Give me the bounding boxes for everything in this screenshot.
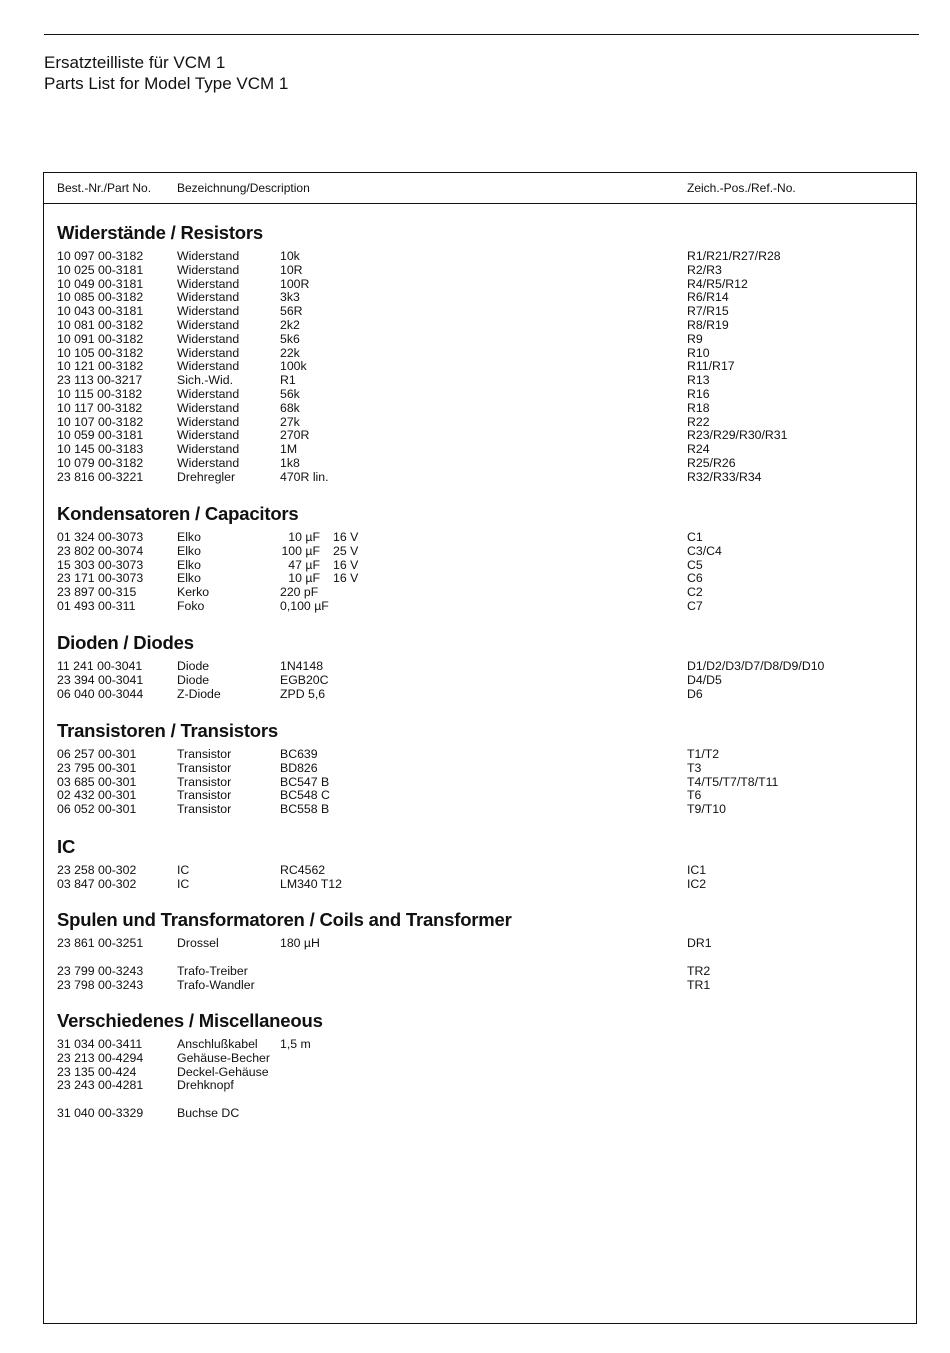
header-reference: Zeich.-Pos./Ref.-No. <box>687 181 796 195</box>
reference: D1/D2/D3/D7/D8/D9/D10 <box>687 659 825 673</box>
part-number: 01 324 00-3073 <box>57 530 144 544</box>
value: 22k <box>280 345 300 360</box>
part-number: 23 135 00-424 <box>57 1064 137 1079</box>
part-number: 23 394 00-3041 <box>57 672 144 687</box>
reference: R1/R21/R27/R28 <box>687 249 781 263</box>
table-row <box>44 585 916 599</box>
reference: R7/R15 <box>687 304 729 319</box>
description: Diode <box>177 672 210 687</box>
description: Widerstand <box>177 345 240 360</box>
value: 56R <box>280 304 303 319</box>
top-rule <box>44 34 919 35</box>
table-row <box>44 332 916 346</box>
value: ZPD 5,6 <box>280 686 326 701</box>
table-header <box>44 173 916 204</box>
table-row <box>44 1037 916 1051</box>
reference: DR1 <box>687 936 712 950</box>
part-number: 23 213 00-4294 <box>57 1050 144 1065</box>
value: 100k <box>280 359 307 374</box>
description: IC <box>177 876 190 891</box>
description: Trafo-Wandler <box>177 977 255 992</box>
part-number: 10 091 00-3182 <box>57 331 144 346</box>
part-number: 02 432 00-301 <box>57 788 137 803</box>
part-number: 10 085 00-3182 <box>57 290 144 305</box>
reference: R2/R3 <box>687 262 722 277</box>
table-row <box>44 775 916 789</box>
table-row <box>44 673 916 687</box>
value: 470R lin. <box>280 469 329 484</box>
value: 27k <box>280 414 300 429</box>
description: Drehregler <box>177 469 236 484</box>
table-row <box>44 1051 916 1065</box>
description: Transistor <box>177 788 232 803</box>
reference: C7 <box>687 599 703 613</box>
value: 1,5 m <box>280 1037 311 1051</box>
description: Widerstand <box>177 290 240 305</box>
description: Anschlußkabel <box>177 1037 258 1051</box>
voltage: 16 V <box>333 557 359 572</box>
description: Widerstand <box>177 262 240 277</box>
value: 270R <box>280 428 310 443</box>
table-row <box>44 290 916 304</box>
table-row <box>44 304 916 318</box>
description: IC <box>177 863 190 877</box>
description: Widerstand <box>177 400 240 415</box>
description: Widerstand <box>177 456 240 470</box>
table-row <box>44 936 916 950</box>
description: Transistor <box>177 760 232 775</box>
reference: C3/C4 <box>687 543 722 558</box>
table-row <box>44 318 916 332</box>
value: 180 µH <box>280 936 320 950</box>
part-number: 01 493 00-311 <box>57 599 136 613</box>
reference: C1 <box>687 530 703 544</box>
reference: R8/R19 <box>687 318 729 332</box>
part-number: 31 034 00-3411 <box>57 1037 143 1051</box>
voltage: 16 V <box>333 571 359 586</box>
reference: T3 <box>687 760 702 775</box>
reference: D4/D5 <box>687 672 722 687</box>
table-row <box>44 1106 916 1120</box>
description: Elko <box>177 530 201 544</box>
description: Widerstand <box>177 331 240 346</box>
reference: R4/R5/R12 <box>687 276 748 291</box>
section-title: Spulen und Transformatoren / Coils and Transformer <box>57 909 512 930</box>
voltage: 25 V <box>333 543 359 558</box>
value: BC547 B <box>280 774 330 789</box>
part-number: 10 049 00-3181 <box>57 276 144 291</box>
reference: C6 <box>687 571 703 586</box>
value: 47 µF <box>288 557 320 572</box>
part-number: 23 113 00-3217 <box>57 373 143 388</box>
part-number: 23 816 00-3221 <box>57 469 144 484</box>
value: 220 pF <box>280 585 319 600</box>
section-title: Widerstände / Resistors <box>57 222 263 243</box>
part-number: 31 040 00-3329 <box>57 1106 144 1121</box>
section-title: IC <box>57 836 76 857</box>
value: BC558 B <box>280 802 330 817</box>
reference: C5 <box>687 557 703 572</box>
description: Z-Diode <box>177 686 221 701</box>
table-row <box>44 442 916 456</box>
description: Widerstand <box>177 318 240 332</box>
part-number: 23 258 00-302 <box>57 863 137 877</box>
reference: TR2 <box>687 963 711 978</box>
description: Gehäuse-Becher <box>177 1050 270 1065</box>
reference: R24 <box>687 442 710 457</box>
description: Elko <box>177 543 201 558</box>
value: 0,100 µF <box>280 599 329 613</box>
voltage: 16 V <box>333 530 359 544</box>
value: R1 <box>280 373 296 388</box>
table-row <box>44 978 916 992</box>
value: 10R <box>280 262 303 277</box>
part-number: 06 052 00-301 <box>57 802 137 817</box>
reference: R22 <box>687 414 710 429</box>
table-row <box>44 687 916 701</box>
table-row <box>44 346 916 360</box>
part-number: 10 121 00-3182 <box>57 359 144 374</box>
reference: R18 <box>687 400 710 415</box>
part-number: 23 798 00-3243 <box>57 977 144 992</box>
table-row <box>44 428 916 442</box>
description: Widerstand <box>177 428 240 443</box>
title-german: Ersatzteilliste für VCM 1 <box>44 53 226 72</box>
part-number: 11 241 00-3041 <box>57 659 143 673</box>
value: 3k3 <box>280 290 300 305</box>
part-number: 10 025 00-3181 <box>57 262 144 277</box>
title-english: Parts List for Model Type VCM 1 <box>44 74 289 93</box>
part-number: 23 802 00-3074 <box>57 543 144 558</box>
description: Transistor <box>177 802 232 817</box>
table-row <box>44 761 916 775</box>
value: LM340 T12 <box>280 876 342 891</box>
description: Diode <box>177 659 210 673</box>
table-row <box>44 544 916 558</box>
description: Widerstand <box>177 359 240 374</box>
part-number: 10 117 00-3182 <box>57 400 143 415</box>
value: 10 µF <box>288 571 320 586</box>
value: BD826 <box>280 760 318 775</box>
table-row <box>44 964 916 978</box>
description: Trafo-Treiber <box>177 963 248 978</box>
table-row <box>44 263 916 277</box>
table-row <box>44 359 916 373</box>
value: 56k <box>280 387 300 401</box>
value: 1M <box>280 442 298 457</box>
reference: R10 <box>687 345 710 360</box>
value: BC639 <box>280 747 318 761</box>
table-row <box>44 802 916 816</box>
description: Elko <box>177 557 201 572</box>
part-number: 10 043 00-3181 <box>57 304 144 319</box>
description: Buchse DC <box>177 1106 240 1121</box>
table-row <box>44 415 916 429</box>
description: Drehknopf <box>177 1078 234 1093</box>
value: 1N4148 <box>280 659 324 673</box>
reference: R9 <box>687 331 703 346</box>
description: Transistor <box>177 774 232 789</box>
table-row <box>44 599 916 613</box>
reference: D6 <box>687 686 703 701</box>
part-number: 10 097 00-3182 <box>57 249 144 263</box>
value: 1k8 <box>280 456 300 470</box>
table-row <box>44 1065 916 1079</box>
part-number: 03 847 00-302 <box>57 876 137 891</box>
part-number: 10 079 00-3182 <box>57 456 144 470</box>
table-row <box>44 249 916 263</box>
value: 68k <box>280 400 300 415</box>
description: Widerstand <box>177 442 240 457</box>
value: 2k2 <box>280 318 300 332</box>
reference: R16 <box>687 387 710 401</box>
section-title: Dioden / Diodes <box>57 632 194 653</box>
part-number: 23 795 00-301 <box>57 760 137 775</box>
reference: T1/T2 <box>687 747 720 761</box>
section-title: Transistoren / Transistors <box>57 720 278 741</box>
table-row <box>44 373 916 387</box>
value: 100 µF <box>281 543 320 558</box>
description: Widerstand <box>177 249 240 263</box>
part-number: 03 685 00-301 <box>57 774 137 789</box>
table-row <box>44 1078 916 1092</box>
value: BC548 C <box>280 788 330 803</box>
table-row <box>44 863 916 877</box>
value: RC4562 <box>280 863 326 877</box>
part-number: 10 059 00-3181 <box>57 428 144 443</box>
table-row <box>44 747 916 761</box>
table-row <box>44 530 916 544</box>
part-number: 23 799 00-3243 <box>57 963 144 978</box>
description: Widerstand <box>177 387 240 401</box>
part-number: 10 145 00-3183 <box>57 442 144 457</box>
description: Transistor <box>177 747 232 761</box>
value: 100R <box>280 276 310 291</box>
description: Sich.-Wid. <box>177 373 234 388</box>
table-row <box>44 456 916 470</box>
parts-table-frame <box>43 172 917 1324</box>
reference: R11/R17 <box>687 359 735 374</box>
part-number: 10 105 00-3182 <box>57 345 144 360</box>
value: 5k6 <box>280 331 300 346</box>
table-row <box>44 387 916 401</box>
part-number: 23 897 00-315 <box>57 585 137 600</box>
reference: R32/R33/R34 <box>687 469 762 484</box>
description: Deckel-Gehäuse <box>177 1064 269 1079</box>
reference: R23/R29/R30/R31 <box>687 428 788 443</box>
description: Kerko <box>177 585 210 600</box>
reference: R13 <box>687 373 710 388</box>
table-row <box>44 571 916 585</box>
value: 10 µF <box>288 530 320 544</box>
part-number: 06 040 00-3044 <box>57 686 144 701</box>
part-number: 23 861 00-3251 <box>57 936 144 950</box>
section-title: Kondensatoren / Capacitors <box>57 503 299 524</box>
reference: T9/T10 <box>687 802 726 817</box>
table-row <box>44 470 916 484</box>
part-number: 23 171 00-3073 <box>57 571 144 586</box>
table-row <box>44 788 916 802</box>
value: 10k <box>280 249 300 263</box>
reference: R25/R26 <box>687 456 736 470</box>
description: Widerstand <box>177 304 240 319</box>
part-number: 10 081 00-3182 <box>57 318 144 332</box>
description: Drossel <box>177 936 219 950</box>
reference: TR1 <box>687 977 711 992</box>
reference: R6/R14 <box>687 290 729 305</box>
description: Elko <box>177 571 201 586</box>
table-row <box>44 558 916 572</box>
part-number: 06 257 00-301 <box>57 747 137 761</box>
part-number: 15 303 00-3073 <box>57 557 144 572</box>
description: Widerstand <box>177 276 240 291</box>
reference: IC1 <box>687 863 707 877</box>
part-number: 10 107 00-3182 <box>57 414 144 429</box>
table-row <box>44 277 916 291</box>
reference: T4/T5/T7/T8/T11 <box>687 774 779 789</box>
reference: T6 <box>687 788 702 803</box>
header-description: Bezeichnung/Description <box>177 181 310 195</box>
section-title: Verschiedenes / Miscellaneous <box>57 1010 323 1031</box>
header-part-no: Best.-Nr./Part No. <box>57 181 152 195</box>
table-row <box>44 877 916 891</box>
part-number: 23 243 00-4281 <box>57 1078 144 1093</box>
page-title <box>44 52 288 94</box>
reference: IC2 <box>687 876 707 891</box>
table-row <box>44 659 916 673</box>
reference: C2 <box>687 585 703 600</box>
description: Widerstand <box>177 414 240 429</box>
part-number: 10 115 00-3182 <box>57 387 143 401</box>
value: EGB20C <box>280 672 329 687</box>
description: Foko <box>177 599 205 613</box>
table-row <box>44 401 916 415</box>
